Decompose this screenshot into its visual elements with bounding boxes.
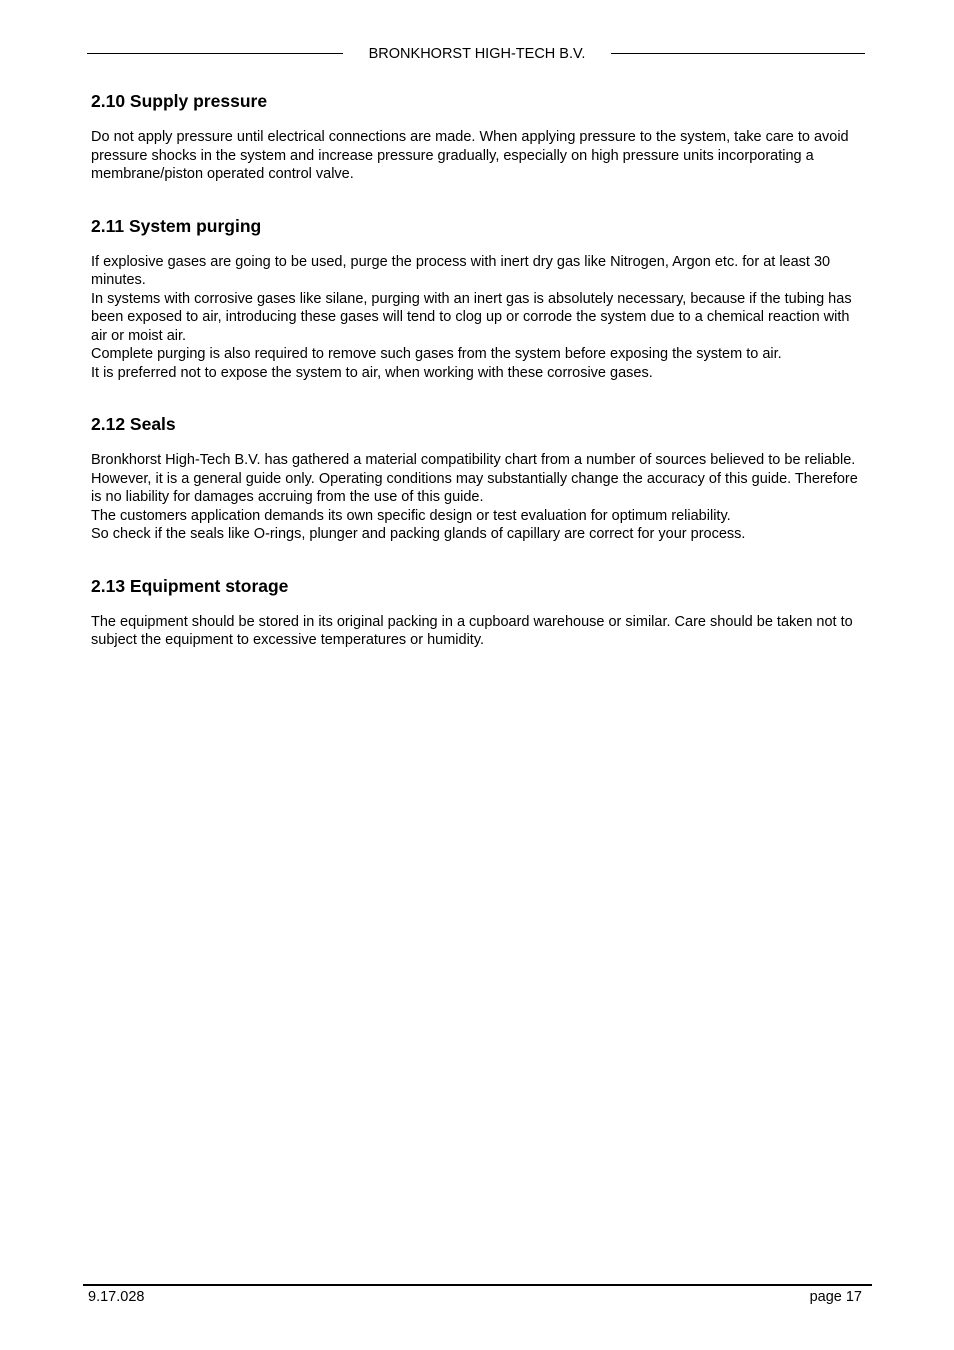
document-body: [91, 89, 861, 650]
paragraph: The customers application demands its own specific design or test evaluation for optimum reliability.: [91, 507, 731, 524]
section-heading: 2.10 Supply pressure: [91, 91, 268, 111]
paragraph: So check if the seals like O-rings, plunger and packing glands of capillary are correct for your process.: [91, 526, 746, 542]
header-company-name: BRONKHORST HIGH-TECH B.V.: [368, 46, 586, 62]
header-rule-right: [611, 53, 865, 54]
paragraph: It is preferred not to expose the system to air, when working with these corrosive gases.: [91, 364, 653, 381]
page-header: [87, 44, 865, 64]
paragraph: Do not apply pressure until electrical connections are made. When applying pressure to the system, take care to avoid pressure shocks in the system and increase pressure gradually, especially on high pressure units incorporating a membrane/piston operated control valve.: [91, 129, 849, 182]
paragraph: Complete purging is also required to remove such gases from the system before exposing the system to air.: [91, 346, 782, 362]
page-number: page 17: [809, 1289, 862, 1305]
page-footer: [83, 1284, 872, 1305]
section-seals: [91, 412, 861, 544]
paragraph: However, it is a general guide only. Operating conditions may substantially change the accuracy of this guide. Therefore is no liability for damages accruing from the use of this guide.: [91, 470, 858, 505]
paragraph: The equipment should be stored in its original packing in a cupboard warehouse or similar. Care should be taken not to subject the equipment to excessive temperatures or humidity.: [91, 613, 853, 648]
section-heading: 2.12 Seals: [91, 414, 176, 434]
section-supply-pressure: [91, 89, 861, 184]
paragraph: In systems with corrosive gases like silane, purging with an inert gas is absolutely necessary, because if the tubing has been exposed to air, introducing these gases will tend to clog up or corrode the system due to a chemical reaction with air or moist air.: [91, 290, 852, 344]
section-system-purging: [91, 214, 861, 383]
section-heading: 2.13 Equipment storage: [91, 575, 289, 596]
section-body: [91, 613, 861, 650]
paragraph: Bronkhorst High-Tech B.V. has gathered a material compatibility chart from a number of sources believed to be reliable.: [91, 452, 856, 468]
paragraph: If explosive gases are going to be used, purge the process with inert dry gas like Nitrogen, Argon etc. for at least 30 minutes.: [91, 253, 831, 288]
section-heading: 2.11 System purging: [91, 215, 262, 236]
header-rule-left: [87, 53, 343, 54]
document-number: 9.17.028: [88, 1289, 145, 1305]
section-body: [91, 253, 861, 383]
section-equipment-storage: [91, 574, 861, 650]
section-body: [91, 128, 861, 184]
section-body: [91, 451, 861, 544]
